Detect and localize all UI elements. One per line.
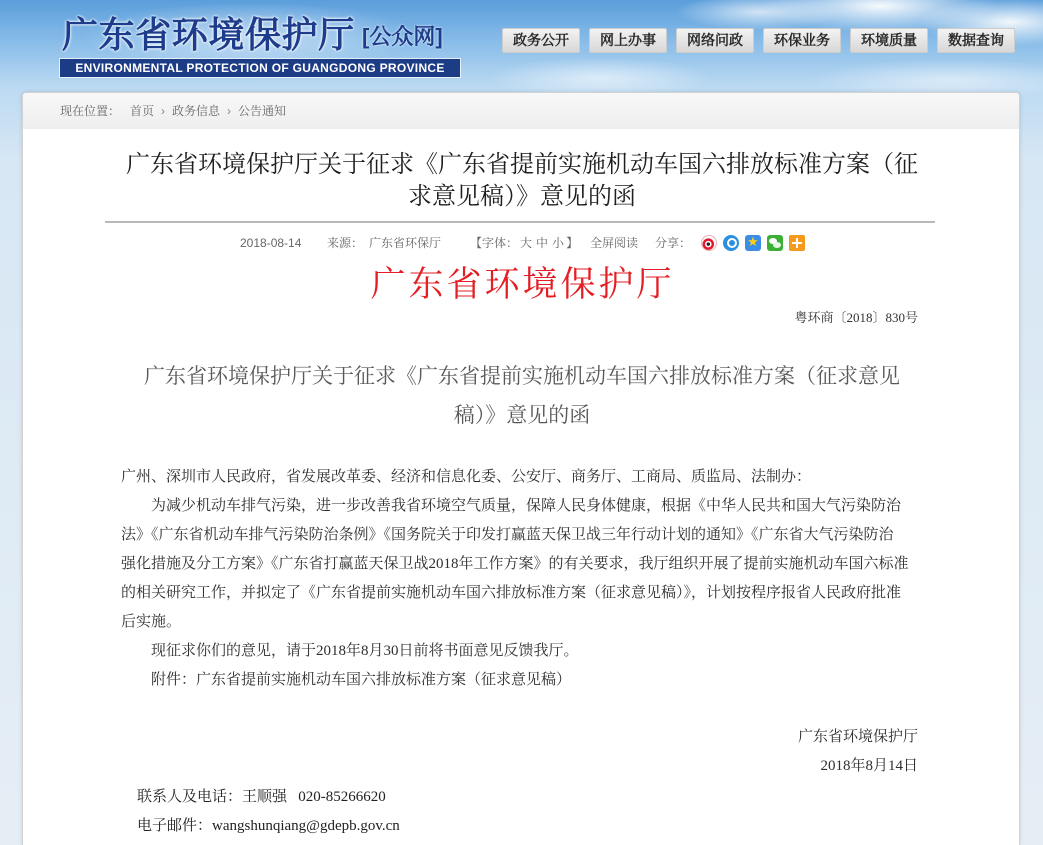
fullscreen-read-link[interactable]: 全屏阅读 — [590, 236, 639, 250]
signature-date: 2018年8月14日 — [820, 758, 918, 774]
breadcrumb-prefix: 现在位置： — [60, 104, 121, 118]
article-meta — [23, 235, 1019, 251]
breadcrumb-home[interactable]: 首页 — [130, 104, 155, 118]
breadcrumb-government-info[interactable]: 政务信息 — [172, 104, 221, 118]
nav-item-environmental-quality[interactable]: 环境质量 — [850, 28, 928, 53]
qzone-icon[interactable] — [745, 235, 761, 251]
paragraph-line: 法》《广东省机动车排气污染防治条例》《国务院关于印发打赢蓝天保卫战三年行动计划的通知》《广东省大气污染防治 — [121, 527, 894, 543]
breadcrumb-separator: › — [161, 104, 166, 118]
contact-email: 电子邮件：wangshunqiang@gdepb.gov.cn — [137, 818, 400, 834]
wechat-icon[interactable] — [767, 235, 783, 251]
paragraph-line: 为减少机动车排气污染，进一步改善我省环境空气质量，保障人民身体健康，根据《中华人民共和国大气污染防治 — [151, 498, 902, 514]
article-title-line: 广东省环境保护厅关于征求《广东省提前实施机动车国六排放标准方案（征 — [126, 151, 918, 178]
document-addressee: 广州、深圳市人民政府，省发展改革委、经济和信息化委、公安厅、商务厅、工商局、质监局、法制办： — [121, 469, 812, 485]
font-size-switcher — [470, 235, 578, 251]
document-body — [121, 463, 921, 695]
site-header — [0, 0, 1043, 92]
font-size-large[interactable]: 大 — [520, 236, 533, 250]
weibo-icon[interactable] — [701, 235, 717, 251]
request-paragraph: 现征求你们的意见，请于2018年8月30日前将书面意见反馈我厅。 — [151, 643, 579, 659]
font-size-small[interactable]: 小 — [552, 236, 565, 250]
breadcrumb-separator: › — [227, 104, 232, 118]
contact-person-phone: 联系人及电话：王顺强 020-85266620 — [137, 789, 386, 805]
document-subtitle-line: 稿）》意见的函 — [453, 403, 591, 427]
nav-item-online-services[interactable]: 网上办事 — [589, 28, 667, 53]
nav-item-environmental-business[interactable]: 环保业务 — [763, 28, 841, 53]
publish-date: 2018-08-14 — [240, 236, 302, 250]
logo-suffix: [公众网] — [362, 24, 443, 49]
site-logo[interactable] — [0, 0, 470, 86]
document-signature — [798, 723, 918, 781]
nav-item-data-query[interactable]: 数据查询 — [937, 28, 1015, 53]
paragraph-line: 强化措施及分工方案》《广东省打赢蓝天保卫战2018年工作方案》的有关要求，我厅组织开展了提前实施机动车国六标准 — [121, 556, 909, 572]
nav-item-government-affairs[interactable]: 政务公开 — [502, 28, 580, 53]
font-size-close: 】 — [566, 236, 579, 250]
logo-title: 广东省环境保护厅 — [62, 14, 355, 55]
source-label: 来源： — [327, 236, 364, 250]
source-value: 广东省环保厅 — [369, 236, 442, 250]
font-size-medium[interactable]: 中 — [536, 236, 549, 250]
nav-item-online-inquiry[interactable]: 网络问政 — [676, 28, 754, 53]
tencent-weibo-icon[interactable] — [723, 235, 739, 251]
title-divider — [105, 221, 935, 223]
breadcrumb — [23, 93, 1019, 129]
paragraph-line: 的相关研究工作，并拟定了《广东省提前实施机动车国六排放标准方案（征求意见稿）》，计划按程序报省人民政府批准 — [121, 585, 902, 601]
paragraph-line: 后实施。 — [121, 614, 182, 630]
document-subtitle — [122, 357, 922, 435]
more-share-icon[interactable] — [789, 235, 805, 251]
content-panel — [22, 92, 1020, 845]
article-title — [112, 149, 932, 213]
contact-info — [137, 783, 400, 841]
share-label: 分享： — [655, 236, 692, 250]
attachment-line: 附件：广东省提前实施机动车国六排放标准方案（征求意见稿） — [151, 672, 572, 688]
document-subtitle-line: 广东省环境保护厅关于征求《广东省提前实施机动车国六排放标准方案（征求意见 — [144, 364, 900, 388]
signature-issuer: 广东省环境保护厅 — [797, 729, 918, 745]
article-title-line: 求意见稿）》意见的函 — [408, 183, 636, 210]
document-number: 粤环商〔2018〕830号 — [794, 310, 918, 325]
font-size-label: 【字体： — [470, 236, 519, 250]
logo-english-bar: ENVIRONMENTAL PROTECTION OF GUANGDONG PROVINCE — [60, 59, 460, 77]
document-issuer-header: 广东省环境保护厅 — [370, 265, 675, 305]
main-nav — [502, 28, 1015, 53]
breadcrumb-announcements[interactable]: 公告通知 — [238, 104, 287, 118]
